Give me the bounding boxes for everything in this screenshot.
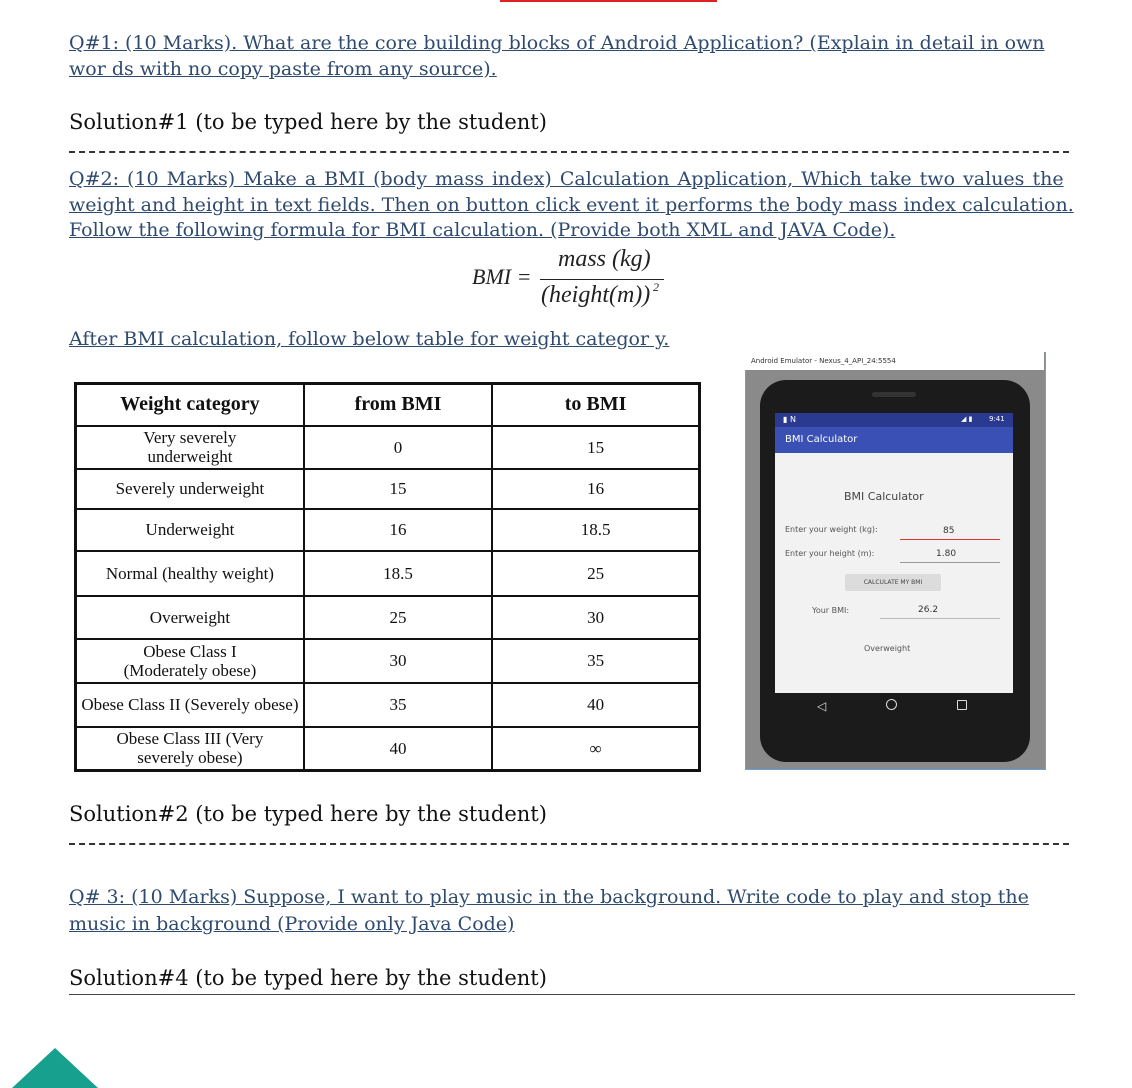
- status-time: 9:41: [989, 415, 1005, 423]
- bmi-result-value: 26.2: [918, 605, 939, 615]
- back-icon[interactable]: ◁: [817, 699, 827, 713]
- bmi-category-result: Overweight: [864, 644, 911, 653]
- question-1-line-2: wor ds with no copy paste from any source).: [69, 57, 497, 80]
- category-cell: Obese Class II (Severely obese): [76, 683, 304, 727]
- after-bmi-text: After BMI calculation, follow below table for weight categor y.: [69, 328, 670, 350]
- table-row: [76, 639, 700, 683]
- height-input[interactable]: 1.80: [936, 549, 957, 559]
- notification-icon: ▮ N: [783, 415, 796, 424]
- question-2-line-3: Follow the following formula for BMI calculation. (Provide both XML and JAVA Code).: [69, 219, 896, 241]
- from-cell: 15: [304, 469, 492, 509]
- category-cell: Obese Class I (Moderately obese): [76, 639, 304, 683]
- table-row: [76, 596, 700, 639]
- header-to-bmi: to BMI: [492, 384, 699, 426]
- table-row: [76, 469, 700, 509]
- formula-lhs: BMI =: [472, 264, 532, 289]
- header-from-bmi: from BMI: [304, 384, 492, 426]
- category-cell: Severely underweight: [76, 469, 304, 509]
- phone-speaker: [872, 392, 916, 397]
- from-cell: 18.5: [304, 551, 492, 596]
- to-cell: 18.5: [492, 509, 699, 551]
- question-1-line-1: Q#1: (10 Marks). What are the core building blocks of Android Application? (Explain in detail in own: [69, 32, 1045, 54]
- to-cell: 40: [492, 683, 699, 727]
- from-cell: 16: [304, 509, 492, 551]
- category-cell: Underweight: [76, 509, 304, 551]
- question-2-line-2: weight and height in text fields. Then on button click event it performs the body mass index calculation.: [69, 193, 1074, 216]
- question-3-line-2: music in background (Provide only Java Code): [69, 913, 515, 935]
- weight-category-table: [74, 382, 701, 772]
- table-row: [76, 426, 700, 469]
- table-row: [76, 509, 700, 551]
- to-cell: 30: [492, 596, 699, 639]
- recents-icon[interactable]: [957, 700, 967, 710]
- weight-input-underline: [900, 539, 1000, 540]
- formula-denominator: (height(m)): [541, 282, 651, 308]
- category-cell: Obese Class III (Very severely obese): [76, 727, 304, 771]
- category-cell: Very severely underweight: [76, 426, 304, 469]
- weight-input[interactable]: 85: [943, 526, 955, 536]
- app-title-bar: BMI Calculator: [775, 427, 1013, 453]
- emulator-window-title: Android Emulator - Nexus_4_API_24:5554: [745, 352, 1044, 370]
- signal-battery-icon: ◢ ▮: [961, 415, 973, 423]
- question-3-line-1: Q# 3: (10 Marks) Suppose, I want to play music in the background. Write code to play and stop the: [69, 886, 1029, 908]
- from-cell: 40: [304, 727, 492, 771]
- category-cell: Normal (healthy weight): [76, 551, 304, 596]
- solution-2-heading: Solution#2 (to be typed here by the student): [69, 802, 547, 826]
- bmi-result-underline: [880, 618, 1000, 619]
- question-1: [69, 31, 1079, 82]
- category-cell: Overweight: [76, 596, 304, 639]
- solution-1-heading: Solution#1 (to be typed here by the student): [69, 110, 547, 134]
- from-cell: 0: [304, 426, 492, 469]
- fraction-bar: [540, 279, 664, 280]
- table-row: [76, 727, 700, 771]
- from-cell: 35: [304, 683, 492, 727]
- to-cell: 25: [492, 551, 699, 596]
- formula-numerator: mass (kg): [558, 246, 651, 272]
- home-icon[interactable]: [886, 699, 897, 710]
- table-row: [76, 551, 700, 596]
- height-input-underline: [900, 562, 1000, 563]
- calculate-bmi-button[interactable]: CALCULATE MY BMI: [845, 574, 941, 591]
- your-bmi-label: Your BMI:: [812, 606, 850, 615]
- navigation-bar: [775, 693, 1013, 721]
- formula-exponent: 2: [653, 280, 659, 294]
- app-heading: BMI Calculator: [844, 490, 924, 503]
- weight-label: Enter your weight (kg):: [785, 525, 878, 534]
- to-cell: 15: [492, 426, 699, 469]
- from-cell: 30: [304, 639, 492, 683]
- question-2: [69, 167, 1109, 244]
- question-2-line-1: Q#2: (10 Marks) Make a BMI (body mass index) Calculation Application, Which take two values the: [69, 168, 1064, 190]
- to-cell: 16: [492, 469, 699, 509]
- solution-underline: [69, 994, 1075, 995]
- dashed-divider: [69, 151, 1069, 153]
- dashed-divider: [69, 843, 1069, 845]
- table-header-row: [76, 384, 700, 426]
- from-cell: 25: [304, 596, 492, 639]
- status-bar: [775, 413, 1013, 427]
- header-weight-category: Weight category: [76, 384, 304, 426]
- to-cell: ∞: [492, 727, 699, 771]
- question-3: [69, 884, 1079, 938]
- solution-4-heading: Solution#4 (to be typed here by the student): [69, 966, 547, 990]
- scroll-to-top-icon[interactable]: [12, 1048, 98, 1088]
- to-cell: 35: [492, 639, 699, 683]
- height-label: Enter your height (m):: [785, 549, 875, 558]
- red-underline-fragment: [500, 0, 717, 2]
- table-row: [76, 683, 700, 727]
